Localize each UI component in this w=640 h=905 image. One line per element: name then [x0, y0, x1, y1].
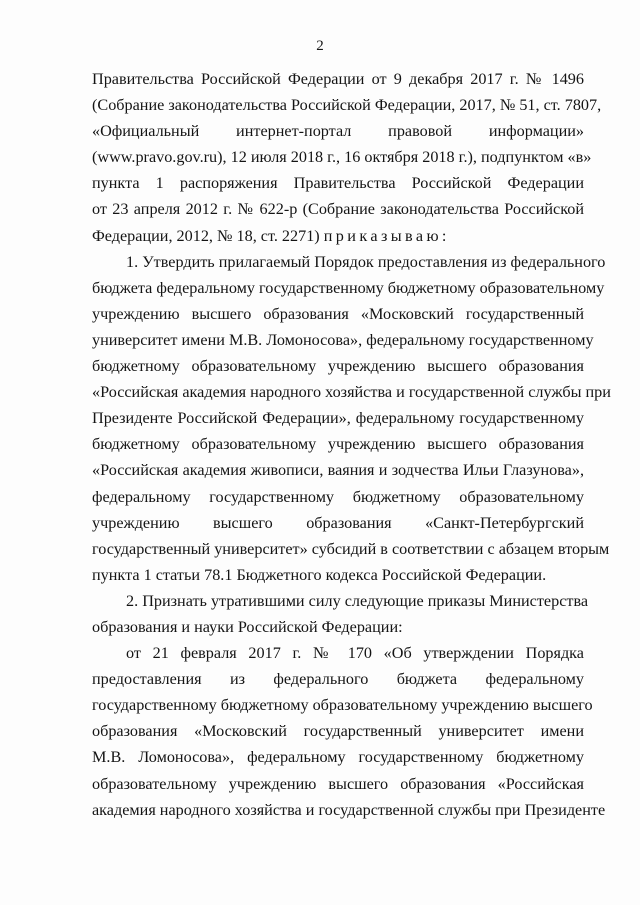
text-line: образовательному учреждению высшего образования «Российская: [92, 774, 584, 793]
text-line: образования и науки Российской Федерации:: [92, 617, 403, 636]
text-line: образования «Московский государственный университет имени: [92, 722, 584, 741]
document-body: [92, 66, 611, 823]
text-line: академия народного хозяйства и государственной службы при Президенте: [92, 800, 606, 819]
text-line: Президенте Российской Федерации», федеральному государственному: [92, 409, 584, 428]
text-line: университет имени М.В. Ломоносова», федеральному государственному: [92, 330, 594, 349]
text-line: 2. Признать утратившими силу следующие приказы Министерства: [126, 591, 589, 610]
text-line: бюджетному образовательному учреждению высшего образования: [92, 435, 584, 454]
text-line: федеральному государственному бюджетному образовательному: [92, 487, 584, 506]
text-line: Правительства Российской Федерации от 9 декабря 2017 г. № 1496: [92, 70, 584, 88]
text-line: (Собрание законодательства Российской Федерации, 2017, № 51, ст. 7807,: [92, 96, 602, 115]
text-line: бюджета федеральному государственному бюджетному образовательному: [92, 278, 605, 297]
text-line: от 23 апреля 2012 г. № 622-р (Собрание законодательства Российской: [92, 200, 584, 219]
text-line: учреждению высшего образования «Московский государственный: [92, 304, 584, 323]
text-line: [92, 223, 584, 249]
text-line: бюджетному образовательному учреждению высшего образования: [92, 357, 584, 376]
text-line: «Официальный интернет-портал правовой информации»: [92, 122, 584, 141]
text-line: пункта 1 распоряжения Правительства Российской Федерации: [92, 174, 584, 193]
text-line: пункта 1 статьи 78.1 Бюджетного кодекса Российской Федерации.: [92, 565, 547, 584]
text-line: М.В. Ломоносова», федеральному государственному бюджетному: [92, 748, 584, 767]
text-line: государственный университет» субсидий в соответствии с абзацем вторым: [92, 539, 610, 558]
intro-last-line-prefix: Федерации, 2012, № 18, ст. 2271): [92, 226, 320, 245]
text-line: государственному бюджетному образовательному учреждению высшего: [92, 696, 593, 715]
text-line: 1. Утвердить прилагаемый Порядок предоставления из федерального: [126, 252, 606, 271]
order-word: приказываю:: [323, 226, 450, 245]
text-line: предоставления из федерального бюджета федеральному: [92, 670, 584, 689]
text-line: от 21 февраля 2017 г. № 170 «Об утверждении Порядка: [126, 644, 584, 663]
text-line: «Российская академия живописи, ваяния и зодчества Ильи Глазунова»,: [92, 461, 584, 480]
text-line: (www.pravo.gov.ru), 12 июля 2018 г., 16 октября 2018 г.), подпунктом «в»: [92, 148, 592, 167]
page-number: 2: [316, 38, 324, 54]
text-line: учреждению высшего образования «Санкт-Петербургский: [92, 513, 584, 532]
text-line: «Российская академия народного хозяйства и государственной службы при: [92, 383, 611, 402]
